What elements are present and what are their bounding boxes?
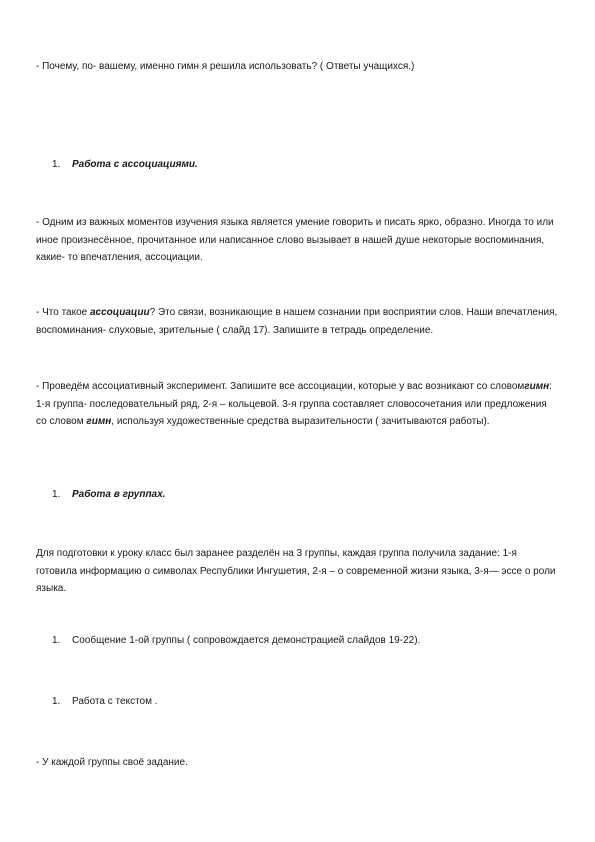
list-item-group-report <box>52 632 552 650</box>
list-number: 1. <box>52 489 61 500</box>
list-item-text: Работа с текстом . <box>72 696 158 707</box>
list-item-groups-heading <box>52 486 552 504</box>
list-item-text: Сообщение 1-ой группы ( сопровождается демонстрацией слайдов 19-22). <box>72 635 421 646</box>
paragraph-task: - У каждой группы своё задание. <box>36 757 188 768</box>
term-associations: ассоциации <box>90 307 150 318</box>
term-anthem: гимн <box>524 381 550 392</box>
paragraph-groups: Для подготовки к уроку класс был заранее разделён на 3 группы, каждая группа получила задание: 1-я готовила информацию о символах Республики Ингушетия, 2-я – о современной жизни языка, 3-я— эссе о роли языка. <box>36 548 556 594</box>
section-heading: Работа в группах. <box>72 489 166 500</box>
paragraph-definition: - Что такое ассоциации? Это связи, возникающие в нашем сознании при восприятии слов. Наши впечатления, воспоминания- слуховые, зрительные ( слайд 17). Запишите в тетрадь определение. <box>36 307 558 336</box>
list-number: 1. <box>52 696 61 707</box>
section-heading: Работа с ассоциациями. <box>72 159 198 170</box>
paragraph-question: - Почему, по- вашему, именно гимн я решила использовать? ( Ответы учащихся.) <box>36 61 415 72</box>
paragraph-experiment: - Проведём ассоциативный эксперимент. Запишите все ассоциации, которые у вас возникают со словомгимн: 1-я группа- последовательный ряд, 2-я – кольцевой. 3-я группа составляет словосочетания или предложения со словом гимн, используя художественные средства выразительности ( зачитываются работы). <box>36 381 552 427</box>
term-anthem: гимн <box>86 416 112 427</box>
list-number: 1. <box>52 159 61 170</box>
list-item-text-work <box>52 693 552 711</box>
paragraph-intro: - Одним из важных моментов изучения языка является умение говорить и писать ярко, образно. Иногда то или иное произнесённое, прочитанное или написанное слово вызывает в нашей душе некоторые воспоминания, какие- то впечатления, ассоциации. <box>36 217 554 263</box>
list-number: 1. <box>52 635 61 646</box>
list-item-associations-heading <box>52 156 552 174</box>
